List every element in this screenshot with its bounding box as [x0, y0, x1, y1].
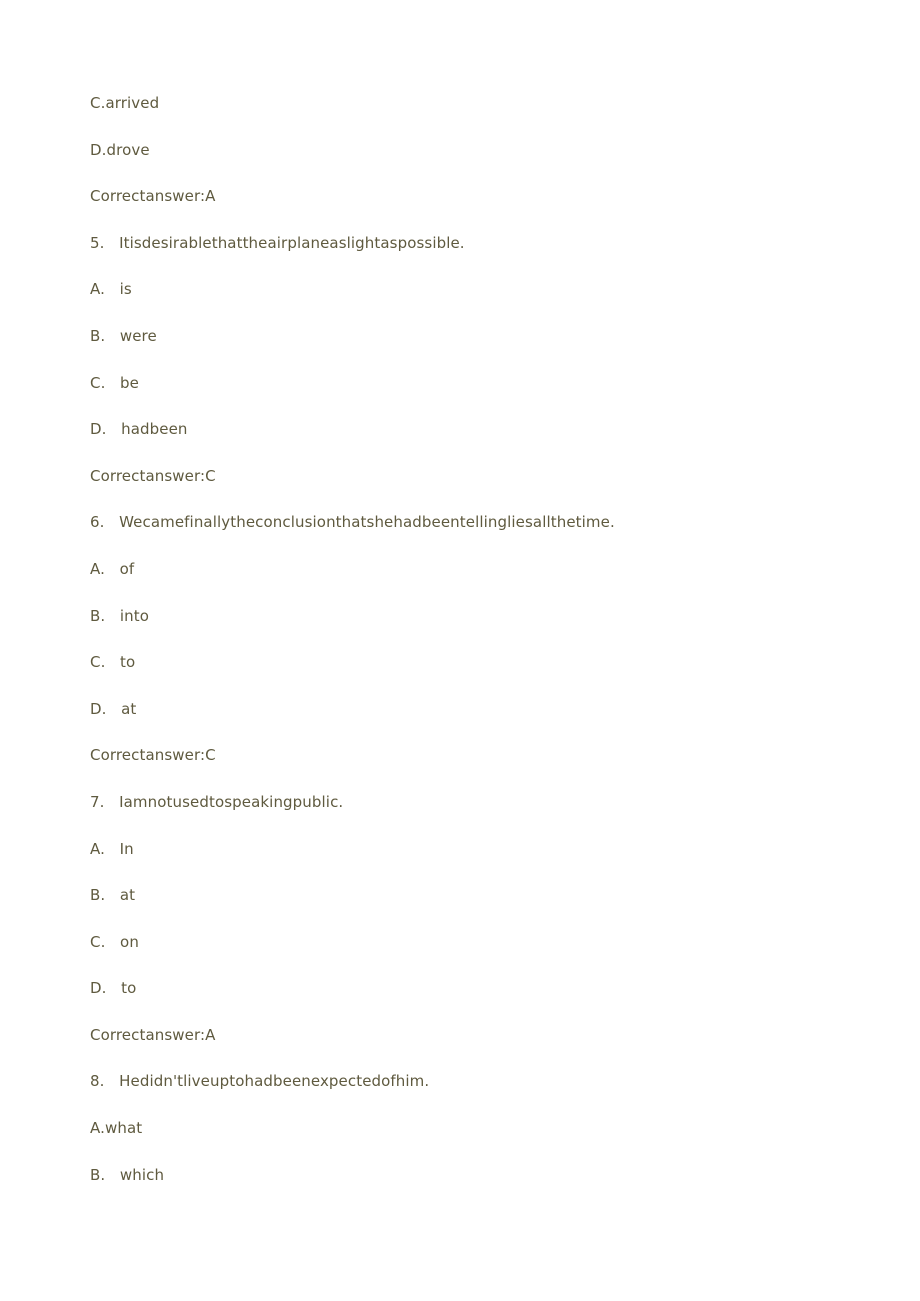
- question-line: 5. Itisdesirablethattheairplaneaslightaspossible.: [90, 233, 465, 252]
- option-line: A. of: [90, 559, 135, 578]
- option-line: D.drove: [90, 140, 150, 159]
- option-line: B. into: [90, 606, 149, 625]
- option-line: A. In: [90, 839, 134, 858]
- option-line: D. hadbeen: [90, 420, 188, 439]
- option-line: C. be: [90, 373, 139, 392]
- option-line: C. on: [90, 932, 139, 951]
- document-body: [90, 93, 890, 1211]
- option-line: A. is: [90, 280, 132, 299]
- correct-answer-line: Correctanswer:C: [90, 466, 216, 485]
- option-line: C. to: [90, 653, 136, 672]
- option-line: D. to: [90, 979, 137, 998]
- question-line: 6. Wecamefinallytheconclusionthatshehadbeentellingliesallthetime.: [90, 513, 615, 532]
- option-line: B. which: [90, 1165, 165, 1184]
- correct-answer-line: Correctanswer:A: [90, 1025, 216, 1044]
- question-line: 7. Iamnotusedtospeakingpublic.: [90, 792, 344, 811]
- question-line: 8. Hedidn'tliveuptohadbeenexpectedofhim.: [90, 1072, 430, 1091]
- option-line: B. were: [90, 326, 157, 345]
- option-line: B. at: [90, 886, 136, 905]
- correct-answer-line: Correctanswer:C: [90, 746, 216, 765]
- option-line: D. at: [90, 699, 137, 718]
- correct-answer-line: Correctanswer:A: [90, 187, 216, 206]
- option-line: A.what: [90, 1119, 143, 1138]
- option-line: C.arrived: [90, 94, 160, 112]
